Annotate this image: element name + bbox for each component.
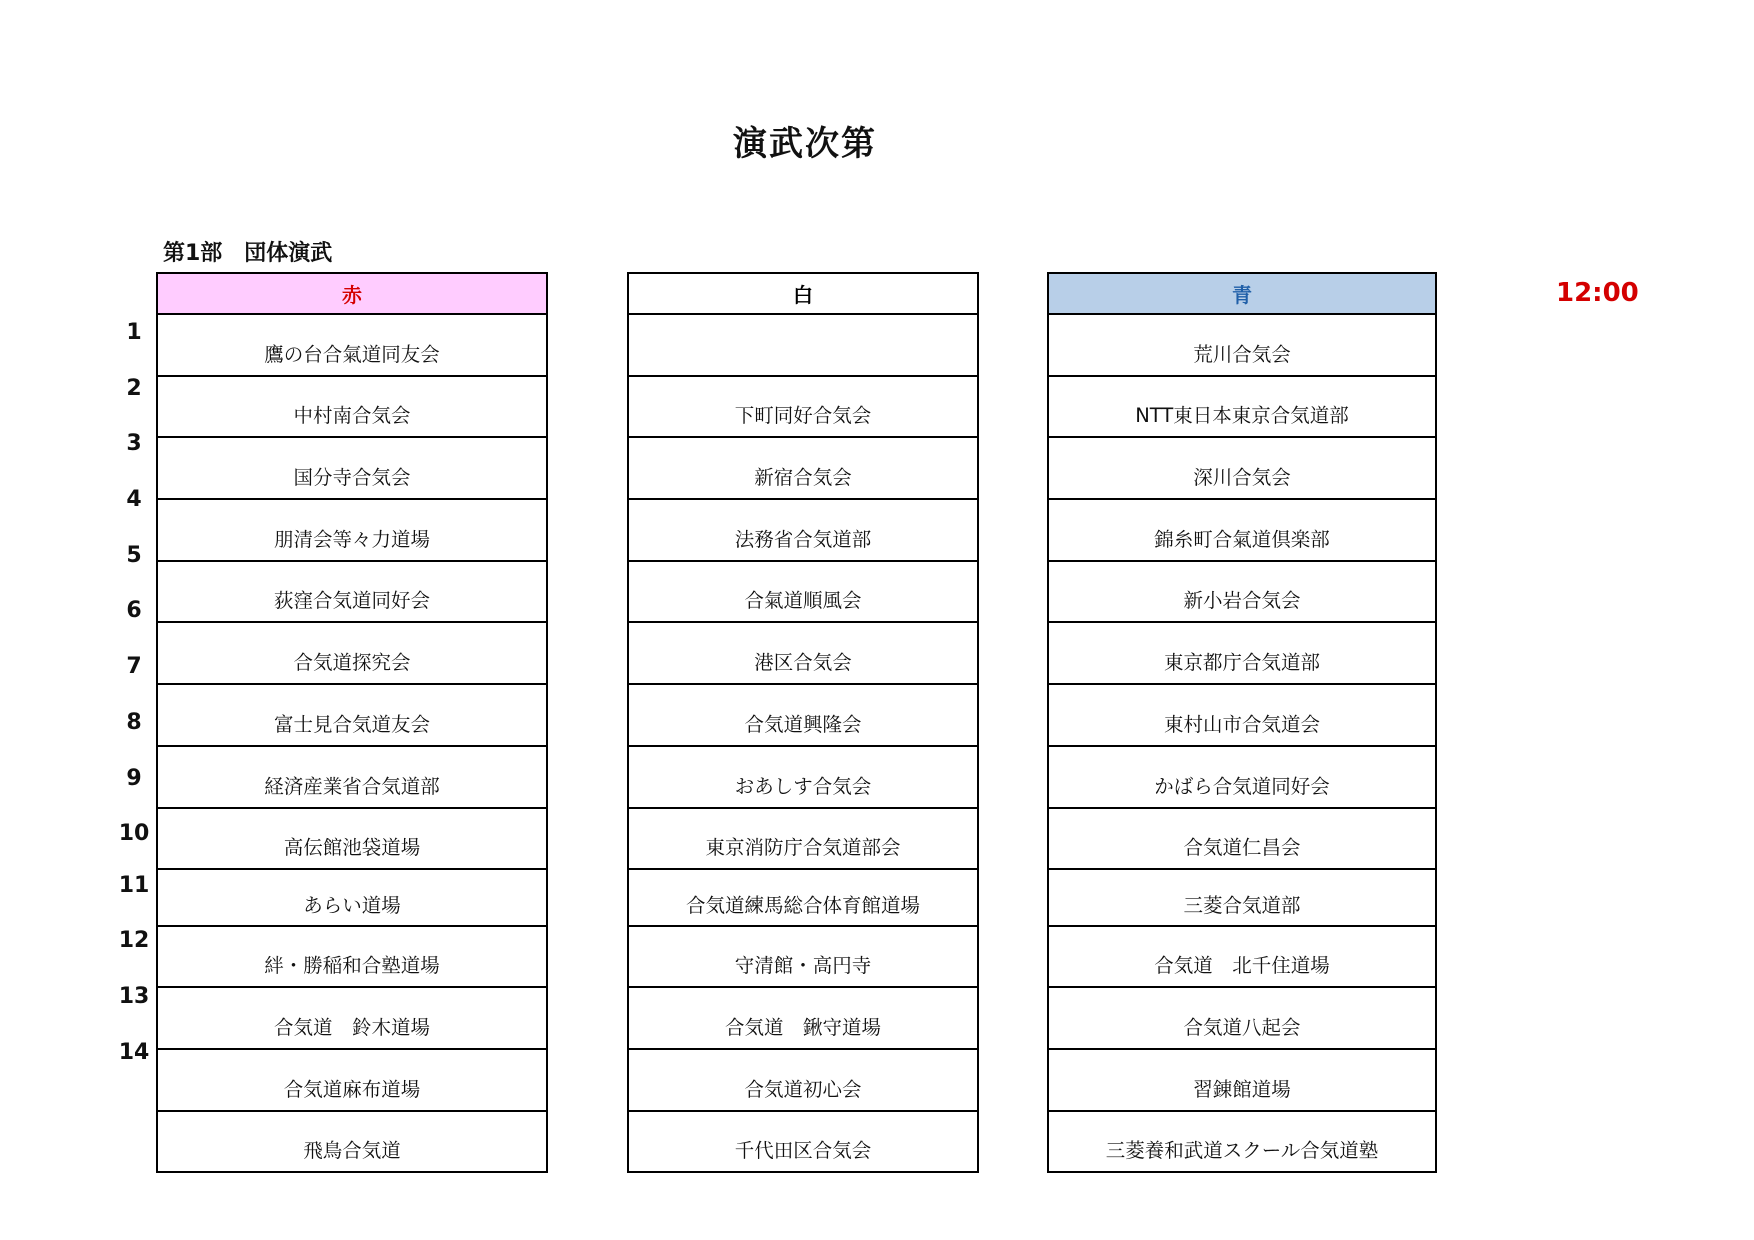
ao-team-cell: 錦糸町合氣道倶楽部 — [1048, 499, 1436, 561]
ao-team-cell: 新小岩合気会 — [1048, 561, 1436, 623]
ao-team-cell: 東京都庁合気道部 — [1048, 622, 1436, 684]
shiro-team-cell: 港区合気会 — [628, 622, 978, 684]
shiro-team-cell: 法務省合気道部 — [628, 499, 978, 561]
ao-team-cell: 東村山市合気道会 — [1048, 684, 1436, 746]
start-time: 12:00 — [1556, 278, 1639, 308]
row-number: 12 — [118, 928, 150, 954]
shiro-team-cell: 合気道初心会 — [628, 1049, 978, 1111]
aka-team-cell: 合気道探究会 — [157, 622, 547, 684]
shiro-team-cell: 合気道興隆会 — [628, 684, 978, 746]
aka-team-cell: 飛鳥合気道 — [157, 1111, 547, 1173]
shiro-team-cell: 合気道 鍬守道場 — [628, 987, 978, 1049]
ao-team-cell: 合気道仁昌会 — [1048, 808, 1436, 870]
aka-team-cell: 経済産業省合気道部 — [157, 746, 547, 808]
ao-team-cell: 習錬館道場 — [1048, 1049, 1436, 1111]
ao-team-cell: 合気道 北千住道場 — [1048, 926, 1436, 988]
row-number: 11 — [118, 872, 150, 898]
aka-team-cell: あらい道場 — [157, 869, 547, 926]
shiro-team-cell: 千代田区合気会 — [628, 1111, 978, 1173]
aka-team-cell: 合気道 鈴木道場 — [157, 987, 547, 1049]
aka-header: 赤 — [157, 273, 547, 314]
row-number: 2 — [126, 375, 142, 401]
aka-team-cell: 鷹の台合氣道同友会 — [157, 314, 547, 376]
ao-team-cell: 荒川合気会 — [1048, 314, 1436, 376]
page-title: 演武次第 — [733, 124, 877, 164]
shiro-header: 白 — [628, 273, 978, 314]
aka-team-cell: 合気道麻布道場 — [157, 1049, 547, 1111]
shiro-team-cell: おあしす合気会 — [628, 746, 978, 808]
aka-team-cell: 絆・勝稲和合塾道場 — [157, 926, 547, 988]
row-number: 14 — [118, 1039, 150, 1065]
row-number: 10 — [118, 821, 150, 847]
row-number: 9 — [126, 765, 142, 791]
row-number: 4 — [126, 487, 142, 513]
ao-team-cell: かばら合気道同好会 — [1048, 746, 1436, 808]
shiro-team-cell: 下町同好合気会 — [628, 376, 978, 438]
shiro-team-cell: 合気道練馬総合体育館道場 — [628, 869, 978, 926]
aka-team-cell: 富士見合気道友会 — [157, 684, 547, 746]
ao-team-cell: 合気道八起会 — [1048, 987, 1436, 1049]
ao-team-cell: NTT東日本東京合気道部 — [1048, 376, 1436, 438]
ao-team-table — [1047, 272, 1437, 1173]
ao-team-cell: 三菱合気道部 — [1048, 869, 1436, 926]
row-number: 6 — [126, 598, 142, 624]
aka-team-cell: 中村南合気会 — [157, 376, 547, 438]
row-number: 3 — [126, 431, 142, 457]
ao-header: 青 — [1048, 273, 1436, 314]
aka-team-cell: 荻窪合気道同好会 — [157, 561, 547, 623]
aka-team-cell: 国分寺合気会 — [157, 437, 547, 499]
section-title: 第1部 団体演武 — [163, 241, 333, 266]
shiro-team-cell: 合氣道順風会 — [628, 561, 978, 623]
row-number-column — [112, 316, 156, 1091]
shiro-team-cell: 新宿合気会 — [628, 437, 978, 499]
aka-team-table — [156, 272, 548, 1173]
row-number: 8 — [126, 709, 142, 735]
row-number: 7 — [126, 654, 142, 680]
shiro-team-cell: 守清館・高円寺 — [628, 926, 978, 988]
shiro-team-table — [627, 272, 979, 1173]
shiro-team-cell — [628, 314, 978, 376]
aka-team-cell: 高伝館池袋道場 — [157, 808, 547, 870]
row-number: 5 — [126, 542, 142, 568]
ao-team-cell: 深川合気会 — [1048, 437, 1436, 499]
ao-team-cell: 三菱養和武道スクール合気道塾 — [1048, 1111, 1436, 1173]
aka-team-cell: 朋清会等々力道場 — [157, 499, 547, 561]
row-number: 1 — [126, 320, 142, 345]
shiro-team-cell: 東京消防庁合気道部会 — [628, 808, 978, 870]
row-number: 13 — [118, 984, 150, 1010]
